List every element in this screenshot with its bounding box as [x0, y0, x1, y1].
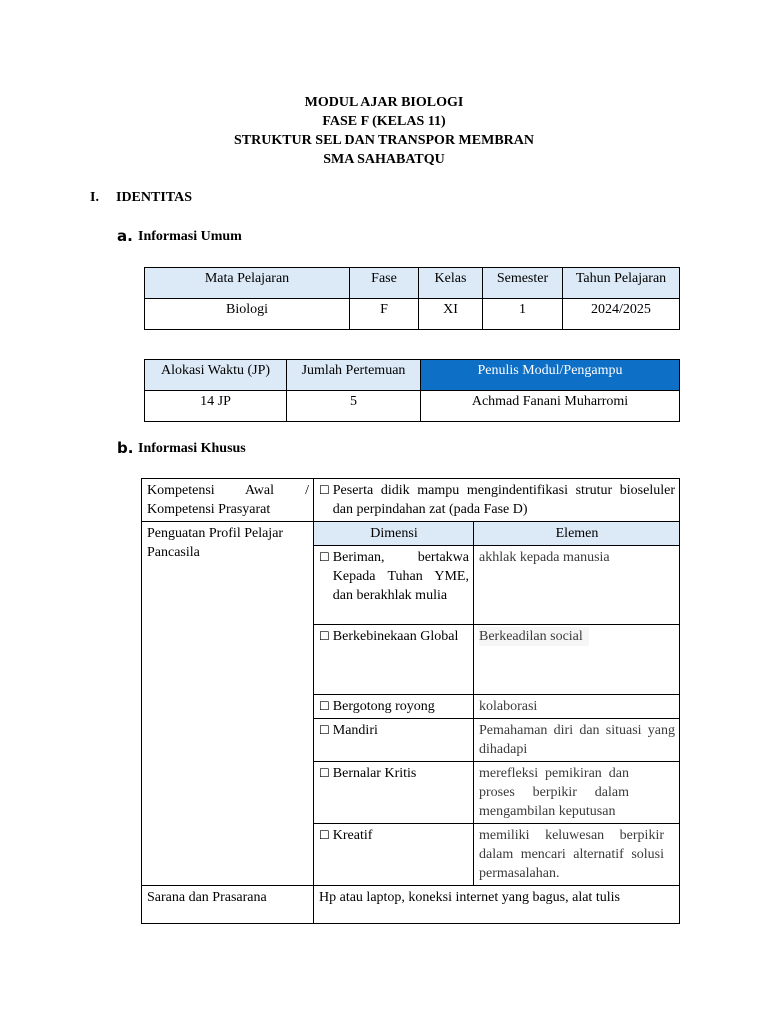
table-row	[142, 886, 680, 924]
dimensi-text: Bernalar Kritis	[332, 766, 417, 781]
table-cell: Biologi	[145, 299, 350, 330]
dimensi-cell	[314, 695, 474, 719]
table-cell: 5	[287, 391, 421, 422]
dimensi-text: Bergotong royong	[332, 699, 435, 714]
elemen-header: Elemen	[474, 522, 680, 546]
section-title: IDENTITAS	[116, 190, 192, 205]
subsection-a-title: Informasi Umum	[138, 229, 242, 244]
header-cell: Kelas	[419, 268, 483, 299]
subsection-b-title: Informasi Khusus	[138, 441, 246, 456]
dimensi-text: Berkebinekaan Global	[332, 629, 459, 644]
checkbox-icon: ☐	[319, 723, 330, 737]
elemen-text: merefleksi pemikiran dan proses berpikir dalam mengambilan keputusan	[479, 766, 629, 819]
dimensi-cell	[314, 546, 474, 625]
subsection-a-letter: a.	[117, 227, 133, 245]
dimensi-cell	[314, 762, 474, 824]
kompetensi-value: Peserta didik mampu mengindentifikasi strutur bioseluler dan perpindahan zat (pada Fase D)	[332, 483, 676, 517]
doc-title-line-1: MODUL AJAR BIOLOGI	[304, 95, 464, 110]
table-cell: 1	[483, 299, 563, 330]
doc-title-line-3: STRUKTUR SEL DAN TRANSPOR MEMBRAN	[233, 133, 534, 148]
kompetensi-label: Kompetensi Awal / Kompetensi Prasyarat	[142, 479, 314, 522]
elemen-cell	[474, 625, 680, 695]
dimensi-cell	[314, 824, 474, 886]
profil-label: Penguatan Profil Pelajar Pancasila	[142, 522, 314, 886]
table-row	[145, 391, 680, 422]
checkbox-icon: ☐	[319, 699, 330, 713]
dimensi-cell	[314, 625, 474, 695]
table-cell: XI	[419, 299, 483, 330]
elemen-text: Berkeadilan social	[479, 627, 589, 646]
elemen-text: memiliki keluwesan berpikir dalam mencari alternatif solusi permasalahan.	[479, 828, 664, 881]
dimensi-cell	[314, 719, 474, 762]
table-header-row	[145, 360, 680, 391]
table-row	[142, 522, 680, 546]
checkbox-icon: ☐	[319, 828, 330, 842]
info-khusus-table	[141, 478, 680, 924]
checkbox-icon: ☐	[319, 766, 330, 780]
kompetensi-value-cell	[314, 479, 680, 522]
table-row	[142, 479, 680, 522]
dimensi-text: Mandiri	[332, 723, 378, 738]
checkbox-icon: ☐	[319, 550, 330, 564]
header-cell: Mata Pelajaran	[145, 268, 350, 299]
section-number: I.	[90, 190, 99, 205]
sarana-label: Sarana dan Prasarana	[142, 886, 314, 924]
table-row	[145, 299, 680, 330]
elemen-cell: akhlak kepada manusia	[474, 546, 680, 625]
dimensi-text: Kreatif	[332, 828, 373, 843]
doc-title-line-2: FASE F (KELAS 11)	[322, 114, 446, 129]
elemen-cell	[474, 824, 680, 886]
dimensi-text: Beriman, bertakwa Kepada Tuhan YME, dan berakhlak mulia	[332, 550, 469, 603]
info-umum-table-1	[144, 267, 680, 330]
elemen-cell: kolaborasi	[474, 695, 680, 719]
table-cell: 14 JP	[145, 391, 287, 422]
sarana-value: Hp atau laptop, koneksi internet yang bagus, alat tulis	[314, 886, 680, 924]
table-cell: 2024/2025	[563, 299, 680, 330]
doc-title-line-4: SMA SAHABATQU	[323, 152, 445, 167]
info-umum-table-2	[144, 359, 680, 422]
header-cell: Fase	[350, 268, 419, 299]
header-cell: Tahun Pelajaran	[563, 268, 680, 299]
header-cell: Semester	[483, 268, 563, 299]
header-cell: Alokasi Waktu (JP)	[145, 360, 287, 391]
table-header-row	[145, 268, 680, 299]
subsection-b-letter: b.	[117, 439, 134, 457]
checkbox-icon: ☐	[319, 483, 330, 497]
elemen-cell	[474, 762, 680, 824]
elemen-cell: Pemahaman diri dan situasi yang dihadapi	[474, 719, 680, 762]
header-cell: Jumlah Pertemuan	[287, 360, 421, 391]
checkbox-icon: ☐	[319, 629, 330, 643]
table-cell: F	[350, 299, 419, 330]
table-cell: Achmad Fanani Muharromi	[421, 391, 680, 422]
dimensi-header: Dimensi	[314, 522, 474, 546]
header-cell-highlight: Penulis Modul/Pengampu	[421, 360, 680, 391]
